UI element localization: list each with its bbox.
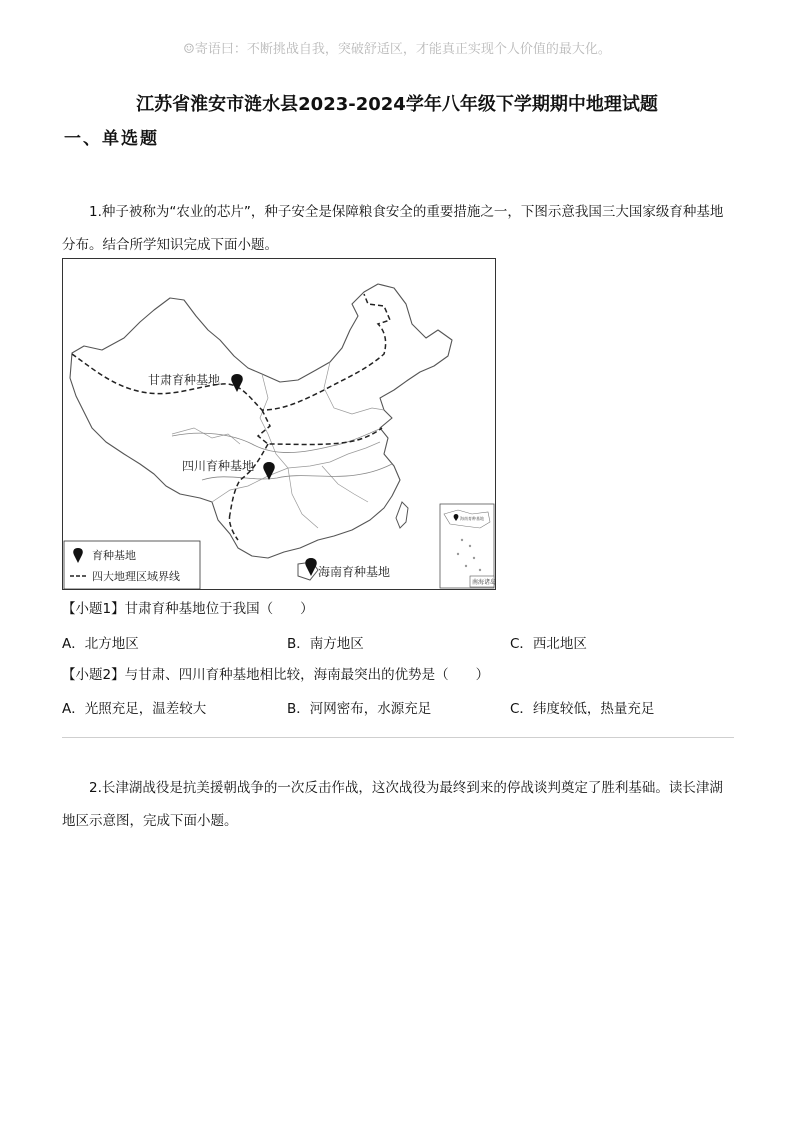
question-1-stem (62, 196, 732, 262)
section-heading: 一、单选题 (64, 129, 159, 149)
question-2-number: 2. (89, 780, 102, 796)
china-breeding-base-map (62, 258, 496, 590)
sub-question-2-option-a[interactable]: A．光照充足，温差较大 (62, 701, 207, 717)
inset-marker-label: 海南育种基地 (460, 516, 484, 521)
legend-line-label: 四大地理区域界线 (92, 570, 180, 583)
sub-question-1-option-b[interactable]: B．南方地区 (287, 636, 364, 652)
label-sichuan: 四川育种基地 (182, 459, 255, 473)
map-frame (63, 259, 496, 590)
sub-question-1-option-c[interactable]: C．西北地区 (510, 636, 587, 652)
label-gansu: 甘肃育种基地 (148, 373, 221, 387)
question-2-stem (62, 772, 732, 838)
inset-title: 南海诸岛 (472, 579, 496, 586)
header-motto: ☺寄语曰：不断挑战自我，突破舒适区，才能真正实现个人价值的最大化。 (183, 42, 611, 57)
sub-question-2-stem: 【小题2】与甘肃、四川育种基地相比较，海南最突出的优势是（ ） (62, 667, 490, 683)
sub-question-2-option-c[interactable]: C．纬度较低，热量充足 (510, 701, 655, 717)
page-title: 江苏省淮安市涟水县2023-2024学年八年级下学期期中地理试题 (136, 94, 658, 115)
legend-marker-label: 育种基地 (92, 549, 136, 562)
question-divider (62, 737, 734, 738)
sub-question-2-option-b[interactable]: B．河网密布，水源充足 (287, 701, 432, 717)
label-hainan: 海南育种基地 (318, 565, 391, 579)
question-1-text: 种子被称为“农业的芯片”，种子安全是保障粮食安全的重要措施之一，下图示意我国三大国家级育种基地分布。结合所学知识完成下面小题。 (62, 204, 724, 253)
question-2-text: 长津湖战役是抗美援朝战争的一次反击作战，这次战役为最终到来的停战谈判奠定了胜利基础。读长津湖地区示意图，完成下面小题。 (62, 780, 723, 829)
question-1-number: 1. (89, 204, 102, 220)
sub-question-1-stem: 【小题1】甘肃育种基地位于我国（ ） (62, 601, 314, 617)
sub-question-1-option-a[interactable]: A．北方地区 (62, 636, 139, 652)
